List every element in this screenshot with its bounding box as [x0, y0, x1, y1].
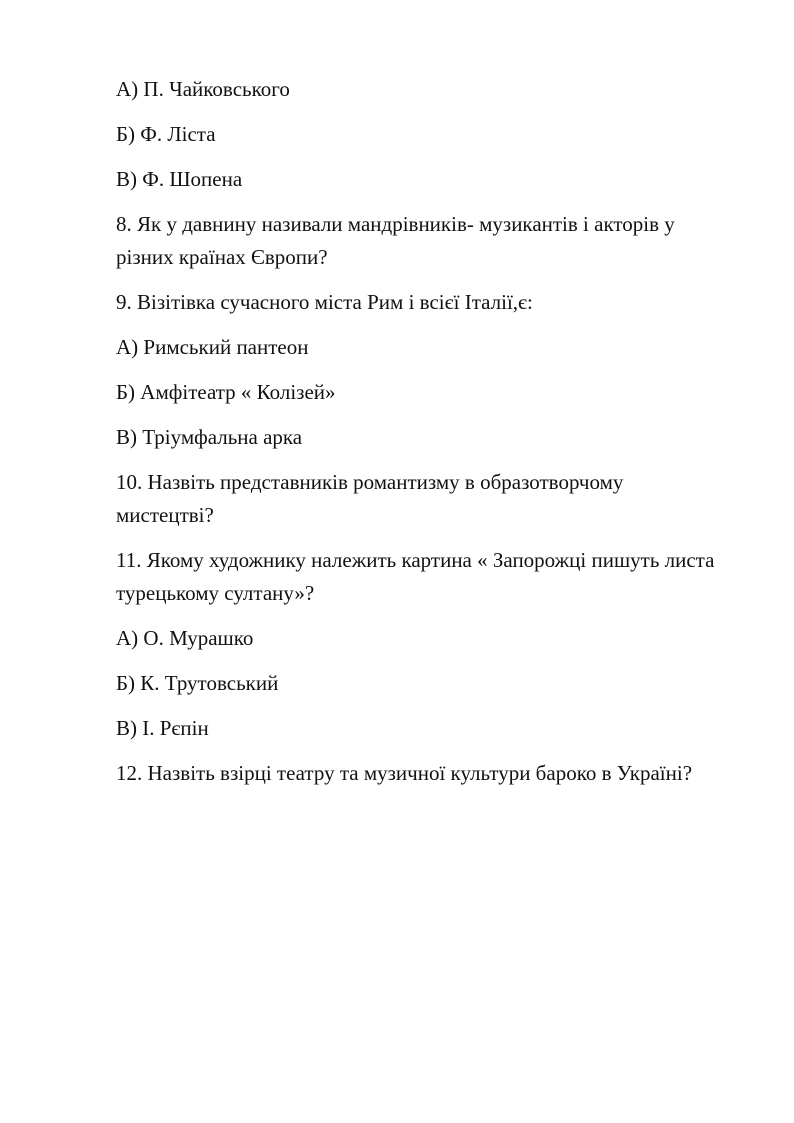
answer-option-a: А) Римський пантеон — [116, 335, 309, 359]
answer-option-a: А) П. Чайковського — [116, 77, 290, 101]
question-8: 8. Як у давнину називали мандрівників- музикантів і акторів у різних країнах Європи? — [116, 212, 675, 269]
answer-option-b: Б) К. Трутовський — [116, 671, 279, 695]
answer-option-c: В) І. Рєпін — [116, 716, 209, 740]
question-11: 11. Якому художнику належить картина « Запорожці пишуть листа турецькому султану»? — [116, 548, 715, 605]
question-10: 10. Назвіть представників романтизму в образотворчому мистецтві? — [116, 470, 624, 527]
answer-option-b: Б) Ф. Ліста — [116, 122, 216, 146]
question-9: 9. Візітівка сучасного міста Рим і всієї Італії,є: — [116, 290, 533, 314]
question-12: 12. Назвіть взірці театру та музичної культури бароко в Україні? — [116, 761, 693, 785]
answer-option-c: В) Тріумфальна арка — [116, 425, 303, 449]
answer-option-b: Б) Амфітеатр « Колізей» — [116, 380, 336, 404]
document-body — [116, 73, 726, 802]
answer-option-a: А) О. Мурашко — [116, 626, 254, 650]
answer-option-c: В) Ф. Шопена — [116, 167, 243, 191]
